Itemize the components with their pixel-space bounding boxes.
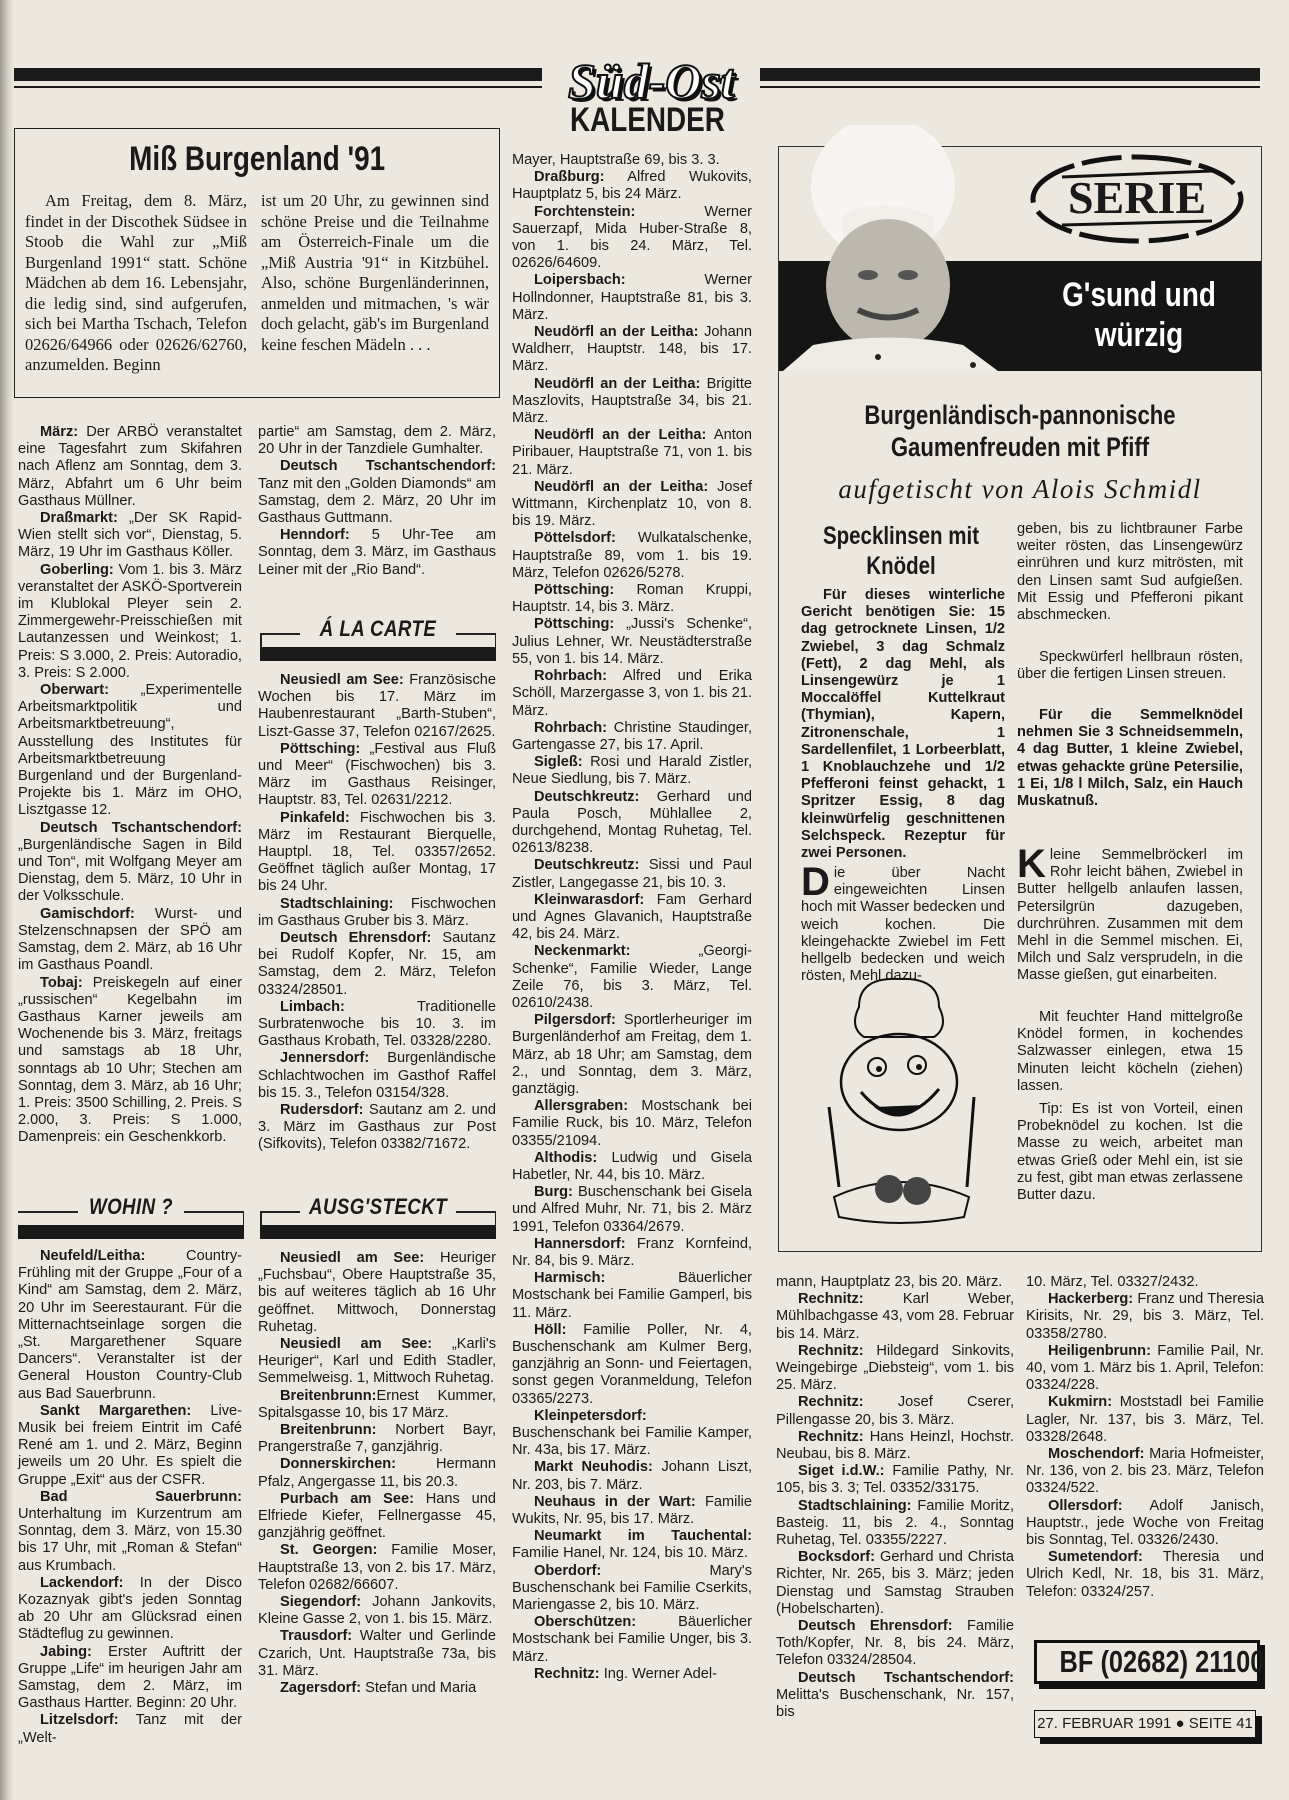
list-item: Rechnitz: Hans Heinzl, Hochstr. Neubau, bis 8. März. — [776, 1428, 1014, 1463]
column-events-b — [258, 424, 496, 579]
list-item: Stadtschlaining: Fischwochen im Gasthaus Gruber bis 3. März. — [258, 895, 496, 929]
page-footer-date: 27. FEBRUAR 1991 ● SEITE 41 — [1034, 1710, 1256, 1738]
list-item: Neuhaus in der Wart: Familie Wukits, Nr. 95, bis 17. März. — [512, 1493, 752, 1528]
list-item: Neufeld/Leitha: Country-Frühling mit der Gruppe „Four of a Kind“ am Samstag, dem 2. März, 20 Uhr im Seerestaurant. Für die Mitternachtseinlage sorgen die „St. Margarethener Square Dancers“. Veranstalter ist der General Houston Country-Club aus Bad Sauerbrunn. — [18, 1248, 242, 1402]
list-item: Kukmirn: Moststadl bei Familie Lagler, Nr. 137, bis 3. März, Tel. 03328/2648. — [1026, 1394, 1264, 1445]
list-item: Deutschkreutz: Sissi und Paul Zistler, Langegasse 21, bis 10. 3. — [512, 857, 752, 891]
list-item: Rechnitz: Ing. Werner Adel- — [534, 1665, 718, 1682]
column-heurigen-c — [512, 152, 752, 1683]
list-item: Allersgraben: Mostschank bei Familie Ruck, bis 10. März, Telefon 03355/21094. — [512, 1098, 752, 1149]
list-item: St. Georgen: Familie Moser, Hauptstraße 13, von 2. bis 17. März, Telefon 02682/66607. — [258, 1542, 496, 1593]
serie-recipe-box — [778, 146, 1262, 1252]
list-item: Althodis: Ludwig und Gisela Habetler, Nr. 44, bis 10. März. — [512, 1149, 752, 1183]
masthead-script-title: Süd-Ost — [568, 53, 735, 109]
dropcap-k: K — [1017, 842, 1046, 886]
list-item: Goberling: Vom 1. bis 3. März veranstaltet der ASKÖ-Sportverein im Klublokal Pleyer sein 2. Zimmergewehr-Preisschießen mit Lautanzessen und Weinkost; 1. Preis: S 3.000, 2. Preis: Autoradio, 3. Preis: S 2.000. — [18, 561, 242, 681]
list-item: Oberwart: „Experimentelle Arbeitsmarktpolitik und Arbeitsmarktbetreuung“, Ausstellung des Institutes für Arbeitsmarktbetreuung Burgenland und der Burgenland-Projekte bis 1. März im OHO, Lisztgasse 12. — [18, 682, 242, 819]
serie-stamp — [1027, 149, 1247, 249]
list-item: Rohrbach: Alfred und Erika Schöll, Marzergasse 3, von 1. bis 21. März. — [512, 668, 752, 719]
serie-byline: aufgetischt von Alois Schmidl — [838, 474, 1202, 504]
list-item: Jabing: Erster Auftritt der Gruppe „Life“ im heurigen Jahr am Samstag, dem 2. März, im Gasthaus Hartter. Beginn: 20 Uhr. — [18, 1643, 242, 1712]
chef-cartoon-illustration — [799, 967, 1007, 1237]
list-item: Pilgersdorf: Sportlerheuriger im Burgenländerhof am Freitag, dem 1. März, ab 18 Uhr; am Samstag, dem 2., und Sonntag, dem 3. März, ganztägig. — [512, 1012, 752, 1097]
list-item: Donnerskirchen: Hermann Pfalz, Angergasse 11, bis 20.3. — [258, 1456, 496, 1490]
list-item: Harmisch: Bäuerlicher Mostschank bei Familie Gamperl, bis 11. März. — [512, 1270, 752, 1321]
list-item: Hackerberg: Franz und Theresia Kirisits, Nr. 29, bis 3. März, Tel. 03358/2780. — [1026, 1291, 1264, 1342]
list-item: Neudörfl an der Leitha: Josef Wittmann, Kirchenplatz 10, von 8. bis 19. März. — [512, 478, 753, 530]
section-heading-ausgsteckt: AUSG'STECKT — [260, 1198, 496, 1240]
list-item: Pöttsching: Roman Kruppi, Hauptstr. 14, bis 3. März. — [512, 582, 752, 616]
list-item: Rechnitz: Hildegard Sinkovits, Weingebirge „Diebsteig“, vom 1. bis 25. März. — [776, 1342, 1014, 1394]
serie-stamp-label: SERIE — [1067, 172, 1207, 223]
list-item: Loipersbach: Werner Hollndonner, Hauptstraße 81, bis 3. März. — [512, 272, 752, 323]
list-item: mann, Hauptplatz 23, bis 20. März. — [776, 1274, 1003, 1290]
list-item: Pöttelsdorf: Wulkatalschenke, Hauptstraße 89, vom 1. bis 19. März, Telefon 02626/5278. — [512, 530, 752, 581]
column-ausgsteckt-list — [258, 1250, 496, 1697]
serie-banner-title: G'sund und würzig — [1062, 276, 1216, 354]
list-item: Breitenbrunn: Norbert Bayr, Prangerstraße 7, ganzjährig. — [258, 1422, 496, 1456]
list-item: März: Der ARBÖ veranstaltet eine Tagesfahrt zum Skifahren nach Aflenz am Sonntag, dem 3. März, Abfahrt um 6 Uhr beim Gasthaus Müllner. — [18, 424, 242, 509]
list-item: Rohrbach: Christine Staudinger, Gartengasse 27, bis 17. April. — [512, 719, 752, 753]
list-item: Litzelsdorf: Tanz mit der „Welt- — [18, 1712, 242, 1746]
list-item: Trausdorf: Walter und Gerlinde Czarich, Unt. Hauptstraße 73a, bis 31. März. — [258, 1628, 496, 1679]
miss-burgenland-headline: Miß Burgenland '91 — [128, 140, 386, 178]
list-item: Deutsch Tschantschendorf: „Burgenländische Sagen in Bild und Ton“, mit Wolfgang Meyer am Dienstag, dem 5. März, 10 Uhr in der Volksschule. — [18, 819, 242, 905]
recipe-knodel-ingredients: Für die Semmelknödel nehmen Sie 3 Schneidsemmeln, 4 dag Butter, 1 kleine Zwiebel, etwas gehackte grüne Petersilie, 1 Ei, 1/8 l Milch, Salz, ein Hauch Muskatnuß. — [1017, 707, 1243, 810]
miss-burgenland-col2: ist um 20 Uhr, zu gewinnen sind schöne Preise und die Teilnahme am Österreich-Finale um die „Miß Austria '91“ in Kitzbühel. Also, schöne Burgenländerinnen, anmelden und mitmachen, 's wär doch gelacht, gäb's im Burgenland keine feschen Mädeln . . . — [261, 191, 489, 354]
list-item: Siegendorf: Johann Jankovits, Kleine Gasse 2, von 1. bis 15. März. — [258, 1594, 496, 1628]
recipe-title: Specklinsen mit Knödel — [822, 522, 980, 580]
list-item: Sigleß: Rosi und Harald Zistler, Neue Siedlung, bis 7. März. — [512, 754, 752, 788]
top-rule-right — [760, 68, 1260, 81]
recipe-tip: Tip: Es ist von Vorteil, einen Probeknödel zu kochen. Ist die Masse zu weich, arbeitet man etwas Grieß oder Mehl ein, ist sie zu fest, gibt man etwas zerlassene Butter dazu. — [1017, 1101, 1243, 1204]
list-item: Rechnitz: Josef Cserer, Pillengasse 20, bis 3. März. — [776, 1394, 1014, 1428]
list-item: Deutsch Ehrensdorf: Sautanz bei Rudolf Kopfer, Nr. 15, am Samstag, dem 2. März, Telefon 03324/28501. — [258, 930, 496, 998]
list-item: Pöttsching: „Festival aus Fluß und Meer“ (Fischwochen) bis 3. März im Gasthaus Reisinger, Hauptstr. 83, Tel. 02631/2212. — [258, 740, 496, 809]
list-item: Sumetendorf: Theresia und Ulrich Kedl, Nr. 18, bis 31. März, Telefon: 03324/257. — [1026, 1549, 1264, 1600]
list-item: Burg: Buschenschank bei Gisela und Alfred Muhr, Nr. 71, bis 2. März 1991, Telefon 03364/2679. — [512, 1184, 752, 1235]
list-item: Deutschkreutz: Gerhard und Paula Posch, Mühlallee 2, durchgehend, Montag Ruhetag, Tel. 02613/8238. — [512, 788, 752, 857]
list-item: 10. März, Tel. 03327/2432. — [1026, 1274, 1199, 1290]
list-item: Rudersdorf: Sautanz am 2. und 3. März im Gasthaus zur Post (Sifkovits), Telefon 03382/71672. — [258, 1102, 496, 1153]
recipe-ingredients: Für dieses winterliche Gericht benötigen Sie: 15 dag getrocknete Linsen, 1/2 Zwiebel, 3 dag Schmalz (Fett), 2 dag Mehl, als Linsengewürz je 1 Moccalöffel Kuttelkraut (Thymian), Kapern, Zitronenschale, 1 Sardellenfilet, 1 Lorbeerblatt, 1 Knoblauchzehe und 1/2 Pfefferoni feinst gehackt, 1 Spritzer Essig, 8 dag kleinwürfelig geschnittenen Selchspeck. Rezeptur für zwei Personen. — [801, 587, 1005, 862]
list-item: Neudörfl an der Leitha: Anton Piribauer, Hauptstraße 71, von 1. bis 21. März. — [512, 427, 752, 478]
list-item: Forchtenstein: Werner Sauerzapf, Mida Huber-Straße 8, von 1. bis 24. März, Tel. 02626/64609. — [512, 203, 752, 272]
list-item: Bocksdorf: Gerhard und Christa Richter, Nr. 265, bis 3. März; jeden Dienstag und Samstag Strauben (Hobelscharten). — [776, 1549, 1014, 1617]
column-alacarte-list — [258, 672, 496, 1154]
list-item: Gamischdorf: Wurst- und Stelzenschnapsen der SPÖ am Samstag, dem 2. März, ab 16 Uhr im Gasthaus Poandl. — [18, 905, 242, 974]
column-heurigen-d — [776, 1274, 1014, 1721]
list-item: Neusiedl am See: „Karli's Heuriger“, Karl und Edith Stadler, Semmelweisg. 1, Mittwoch Ruhetag. — [258, 1336, 496, 1387]
miss-burgenland-col1: Am Freitag, dem 8. März, findet in der Discothek Südsee in Stoob die Wahl zur „Miß Burgenland 1991“ statt. Schöne Mädchen ab dem 16. Lebensjahr, die ledig sind, sind aufgerufen, sich bei Martha Tschach, Telefon 02626/64966 oder 02626/62760, anzumelden. Beginn — [25, 191, 247, 374]
list-item: Pöttsching: „Jussi's Schenke“, Julius Lehner, Wr. Neustädterstraße 55, von 1. bis 14. März. — [512, 616, 752, 667]
list-item: Moschendorf: Maria Hofmeister, Nr. 136, von 2. bis 23. März, Telefon 03324/522. — [1026, 1446, 1264, 1497]
serie-headline: Burgenländisch-pannonische Gaumenfreuden mit Pfiff — [864, 400, 1176, 462]
list-item: Siget i.d.W.: Familie Pathy, Nr. 105, bis 3. 3; Tel. 03352/33175. — [776, 1463, 1014, 1497]
list-item: Hannersdorf: Franz Kornfeind, Nr. 84, bis 9. März. — [512, 1235, 752, 1269]
top-thin-rule-right — [760, 86, 1260, 88]
masthead-logo — [540, 54, 760, 144]
list-item: Tobaj: Preiskegeln auf einer „russischen“ Kegelbahn im Gasthaus Karner jeweils am Wochenende bis 3. März, freitags und samstags ab 18 Uhr, sonntags ab 10 Uhr; Stechen am Sonntag, dem 3. März, ab 16 Uhr; 1. Preis: 3500 Schilling, 2. Preis. S 2.000, 3. Preis: S 1.000, Damenpreis: ein Geschenkkorb. — [18, 974, 242, 1146]
list-item: Kleinpetersdorf: Buschenschank bei Familie Kamper, Nr. 43a, bis 17. März. — [512, 1407, 752, 1459]
list-item: partie“ am Samstag, dem 2. März, 20 Uhr in der Tanzdiele Gumhalter. — [258, 424, 496, 458]
list-item: Neudörfl an der Leitha: Johann Waldherr, Hauptstr. 148, bis 17. März. — [512, 324, 752, 375]
recipe-step-1-cont: geben, bis zu lichtbrauner Farbe weiter rösten, das Linsengewürz einrühren und kurz mitrösten, mit den Linsen samt Sud aufgießen. Mit Essig und Pfefferoni pikant abschmecken. — [1017, 521, 1243, 624]
top-rule-left — [14, 68, 542, 81]
list-item: Neusiedl am See: Französische Wochen bis 17. März im Haubenrestaurant „Barth-Stuben“, Liszt-Gasse 37, Telefon 02167/2625. — [258, 672, 497, 740]
list-item: Oberdorf: Mary's Buschenschank bei Familie Cserkits, Mariengasse 2, bis 10. März. — [512, 1562, 752, 1614]
list-item: Deutsch Ehrensdorf: Familie Toth/Kopfer, Nr. 8, bis 24. März, Telefon 03324/28504. — [776, 1618, 1014, 1669]
list-item: Pinkafeld: Fischwochen bis 3. März im Restaurant Bierquelle, Hauptpl. 18, Tel. 03357/2652. Geöffnet täglich außer Montag, 17 bis 24 Uhr. — [258, 809, 496, 895]
column-events-a — [18, 424, 242, 1147]
top-thin-rule-left — [14, 86, 542, 88]
list-item: Höll: Familie Poller, Nr. 4, Buschenschank am Kulmer Berg, ganzjährig an Sonn- und Feiertagen, sonst gegen Voranmeldung, Telefon 03365/2273. — [512, 1321, 752, 1407]
list-item: Draßburg: Alfred Wukovits, Hauptplatz 5, bis 24 März. — [512, 169, 752, 203]
list-item: Stadtschlaining: Familie Moritz, Basteig. 11, bis 2. 4., Sonntag Ruhetag, Tel. 03355/2227. — [776, 1497, 1014, 1549]
list-item: Deutsch Tschantschendorf: Tanz mit den „Golden Diamonds“ am Samstag, dem 2. März, 20 Uhr im Gasthaus Guttmann. — [258, 458, 496, 527]
list-item: Kleinwarasdorf: Fam Gerhard und Agnes Glavanich, Hauptstraße 42, bis 24. März. — [512, 891, 752, 943]
column-heurigen-e — [1026, 1274, 1264, 1601]
list-item: Oberschützen: Bäuerlicher Mostschank bei Familie Unger, bis 3. März. — [512, 1614, 752, 1665]
recipe-step-2: Speckwürferl hellbraun rösten, über die fertigen Linsen streuen. — [1017, 649, 1243, 683]
list-item: Breitenbrunn:Ernest Kummer, Spitalsgasse 10, bis 17 März. — [258, 1387, 496, 1421]
list-item: Purbach am See: Hans und Elfriede Kiefer, Fellnergasse 45, ganzjährig geöffnet. — [258, 1490, 497, 1542]
list-item: Neudörfl an der Leitha: Brigitte Maszlovits, Hauptstraße 34, bis 21. März. — [512, 375, 752, 427]
list-item: Limbach: Traditionelle Surbratenwoche bis 10. 3. im Gasthaus Krobath, Tel. 03328/2280. — [258, 998, 496, 1050]
list-item: Sankt Margarethen: Live-Musik bei freiem Eintrit im Café René am 1. und 2. März, Beginn jeweils um 20 Uhr. Es spielt die Gruppe „Exit“ aus der CSFR. — [18, 1402, 242, 1488]
list-item: Henndorf: 5 Uhr-Tee am Sonntag, dem 3. März, im Gasthaus Leiner mit der „Rio Band“. — [258, 527, 496, 578]
list-item: Bad Sauerbrunn: Unterhaltung im Kurzentrum am Sonntag, dem 3. März, von 15.30 bis 17 Uhr, mit „Roman & Stefan“ aus Krumbach. — [18, 1488, 242, 1574]
recipe-step-3: Kleine Semmelbröckerl im Rohr leicht bähen, Zwiebel in Butter hellgelb anlaufen lassen, Petersilgrün dazugeben, durchrühren. Zusammen mit dem Mehl in die Semmel mischen. Ei, Milch und Salz versprudeln, in die Masse gießen, gut einarbeiten. — [1017, 842, 1243, 984]
list-item: Jennersdorf: Burgenländische Schlachtwochen im Gasthof Raffel bis 15. 3., Telefon 03154/328. — [258, 1050, 496, 1101]
dropcap-d: D — [801, 860, 830, 904]
list-item: Lackendorf: In der Disco Kozaznyak gibt's jeden Sonntag ab 20 Uhr am Glücksrad einen Städteflug zu gewinnen. — [18, 1574, 242, 1643]
recipe-step-1: Die über Nacht eingeweichten Linsen hoch mit Wasser bedecken und weich kochen. Die kleingehackte Zwiebel im Fett hellgelb bedecken und weich rösten, Mehl dazu- — [801, 860, 1005, 985]
list-item: Deutsch Tschantschendorf: Melitta's Buschenschank, Nr. 157, bis — [776, 1669, 1014, 1721]
list-item: Rechnitz: Karl Weber, Mühlbachgasse 43, vom 28. Februar bis 14. März. — [776, 1291, 1014, 1342]
chef-photo — [783, 125, 1023, 371]
list-item: Mayer, Hauptstraße 69, bis 3. 3. — [512, 152, 720, 168]
list-item: Markt Neuhodis: Johann Liszt, Nr. 203, bis 7. März. — [512, 1459, 752, 1493]
page-gutter-shadow — [0, 0, 14, 1800]
miss-burgenland-box — [14, 128, 500, 398]
column-wohin-list — [18, 1248, 242, 1747]
list-item: Neumarkt im Tauchental: Familie Hanel, Nr. 124, bis 10. März. — [512, 1528, 752, 1562]
list-item: Ollersdorf: Adolf Janisch, Hauptstr., jede Woche von Freitag bis Sonntag, Tel. 03326/2430. — [1026, 1497, 1264, 1549]
recipe-step-4: Mit feuchter Hand mittelgroße Knödel formen, in kochendes Salzwasser einlegen, etwa 15 Minuten leicht köcheln (ziehen) lassen. — [1017, 1009, 1243, 1094]
list-item: Neckenmarkt: „Georgi-Schenke“, Familie Wieder, Lange Zeile 76, bis 3. März, Tel. 02610/2438. — [512, 943, 752, 1011]
list-item: Draßmarkt: „Der SK Rapid-Wien stellt sich vor“, Dienstag, 5. März, 19 Uhr im Gasthaus Köller. — [18, 510, 242, 561]
list-item: Heiligenbrunn: Familie Pail, Nr. 40, vom 1. März bis 1. April, Telefon: 03324/228. — [1026, 1342, 1264, 1394]
section-heading-alacarte: Á LA CARTE — [260, 620, 496, 662]
list-item: Neusiedl am See: Heuriger „Fuchsbau“, Obere Hauptstraße 35, bis auf weiteres täglich ab 16 Uhr geöffnet. Mittwoch, Donnerstag Ruhetag. — [258, 1250, 496, 1335]
list-item: Zagersdorf: Stefan und Maria — [280, 1680, 477, 1697]
phone-box: BF (02682) 21100 — [1034, 1640, 1260, 1684]
masthead-block-title: KALENDER — [570, 101, 725, 139]
section-heading-wohin: WOHIN ? — [18, 1198, 244, 1240]
